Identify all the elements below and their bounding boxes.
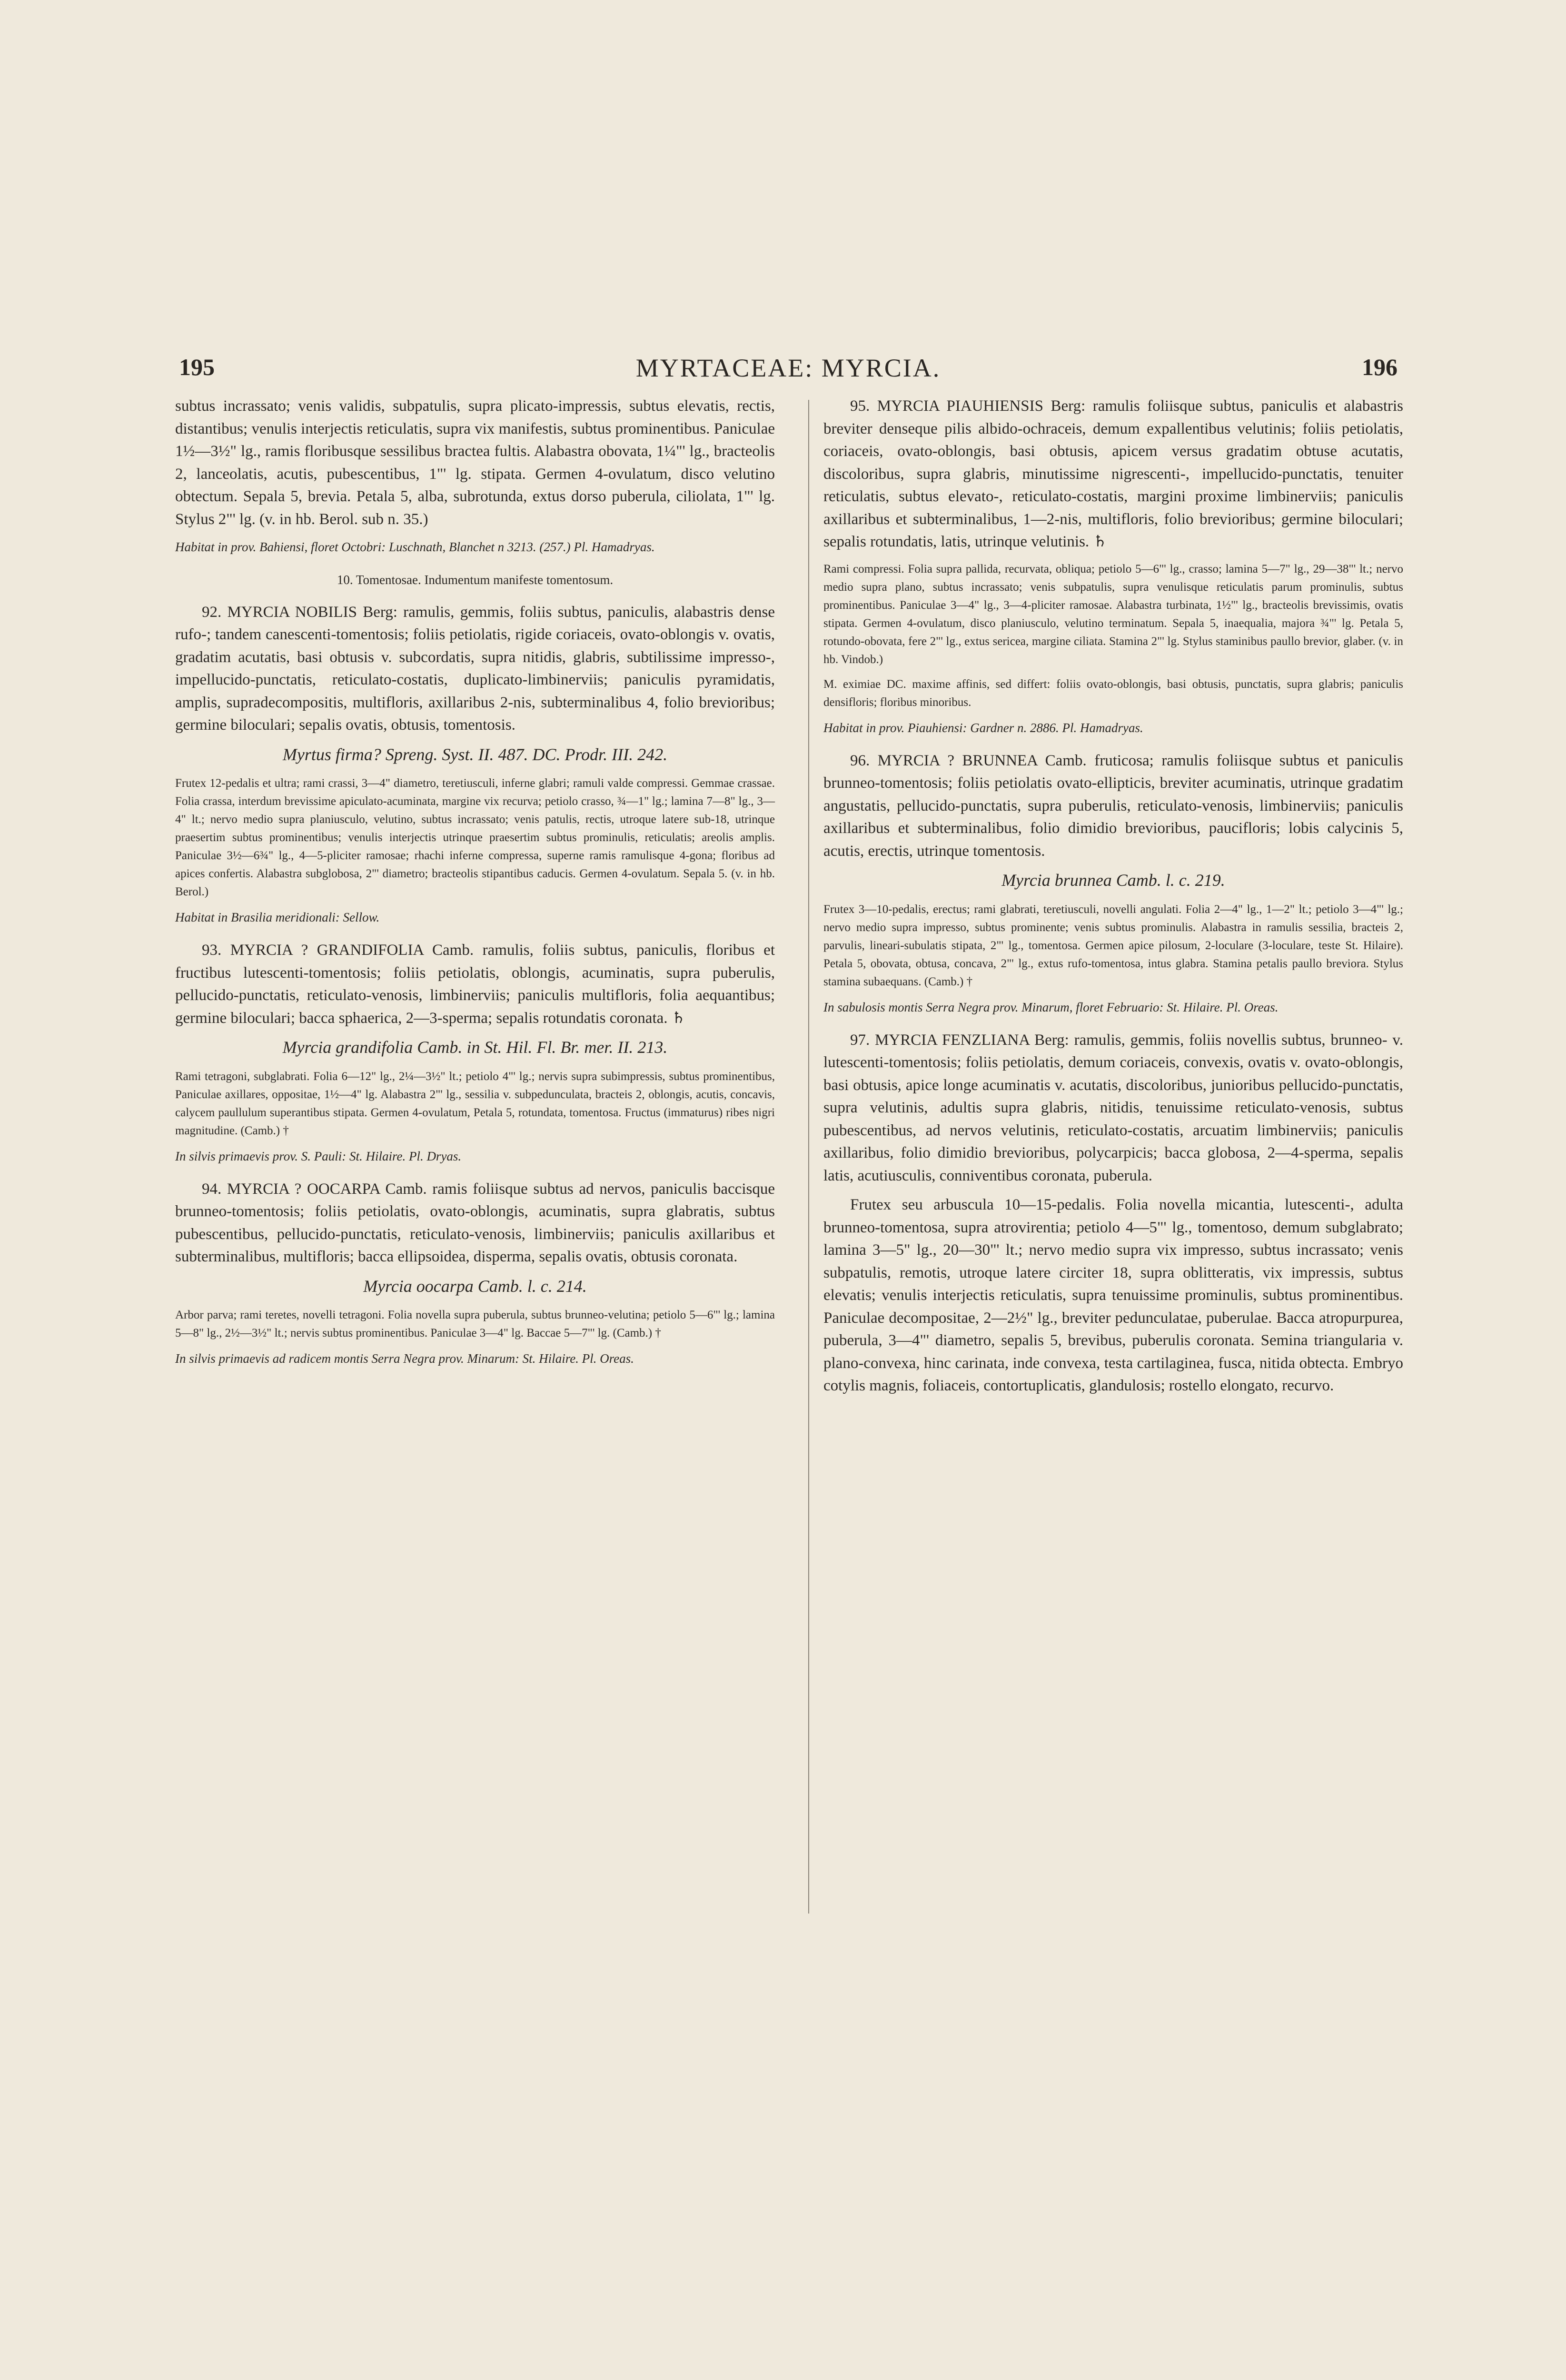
paragraph: 92. MYRCIA NOBILIS Berg: ramulis, gemmis, foliis subtus, paniculis, alabastris dense rufo-; tandem canescenti-tomentosis; foliis petiolatis, rigide coriaceis, ovato-oblongis v. ovatis, gradatim acutatis, basi obtusis v. subcordatis, supra nitidis, glabris, subtilissime impresso-, impellucido-punctatis, reticulato-costatis, duplicato-limbinerviis; paniculis pyramidatis, amplis, supradecompositis, multifloris, axillaribus 2-nis, subterminalibus 4, folio brevioribus; germine biloculari; sepalis ovatis, obtusis, tomentosis. [175,603,775,734]
paragraph: Habitat in prov. Piauhiensi: Gardner n. 2886. Pl. Hamadryas. [823,720,1143,735]
paragraph: Frutex seu arbuscula 10—15-pedalis. Folia novella micantia, lutescenti-, adulta brunneo-tomentosa, supra atrovirentia; petiolo 4—5"' lg., tomentoso, demum subglabrato; lamina 3—5" lg., 20—30"' lt.; nervo medio supra vix impresso, subtus incrassato; venis subpatulis, remotis, utroque latere circiter 18, supra oblitteratis, vix impressis, subtus elevatis; venulis interjectis reticulatis, supra tenuissime prominulis, subtus prominentibus. Paniculae decompositae, 2—2½" lg., breviter pedunculatae, puberulae. Bacca atropurpurea, puberula, 3—4"' diametro, sepalis 5, brevibus, puberulis coronata. Semina triangularia v. plano-convexa, hinc carinata, inde convexa, testa cartilaginea, fusca, nitida obtecta. Embryo cotylis magnis, foliaceis, contortuplicatis, glandulosis; rostello elongato, recurvo. [823,1196,1403,1394]
paragraph: In silvis primaevis ad radicem montis Serra Negra prov. Minarum: St. Hilaire. Pl. Oreas. [175,1351,634,1366]
paragraph: 96. MYRCIA ? BRUNNEA Camb. fruticosa; ramulis foliisque subtus et paniculis brunneo-tomentosis; foliis petiolatis ovato-ellipticis, breviter acuminatis, utrinque gradatim angustatis, pellucido-punctatis, supra puberulis, reticulato-venosis, limbinerviis; paniculis axillaribus et subterminalibus, folio dimidio brevioribus, paucifloris; lobis calycinis 5, acutis, erectis, utrinque tomentosis. [823,752,1403,860]
paragraph: Habitat in prov. Bahiensi, floret Octobri: Luschnath, Blanchet n 3213. (257.) Pl. Hamadryas. [175,540,655,554]
page-number-left: 195 [179,354,215,380]
paragraph: Rami compressi. Folia supra pallida, recurvata, obliqua; petiolo 5—6"' lg., crasso; lamina 5—7" lg., 29—38"' lt.; nervo medio supra plano, subtus incrassato; venis subpatulis, supra venulisque reticulatis parum prominulis, subtus prominentibus. Paniculae 3—4" lg., 3—4-pliciter ramosae. Alabastra turbinata, 1½"' lg., bracteolis brevissimis, ovatis stipata. Germen 4-ovulatum, disco planiusculo, velutino terminatum. Sepala 5, inaequalia, majora ¾"' lg. Petala 5, rotundo-obovata, fere 2"' lg., extus sericea, margine ciliata. Stamina 2"' lg. Stylus staminibus paullo brevior, glaber. (v. in hb. Vindob.) [823,562,1403,666]
paragraph: Myrcia brunnea Camb. l. c. 219. [1001,871,1225,890]
left-column [175,395,775,1380]
paragraph: Frutex 3—10-pedalis, erectus; rami glabrati, teretiusculi, novelli angulati. Folia 2—4" lg., 1—2" lt.; petiolo 3—4"' lg.; nervo medio supra impresso, subtus prominente; venis subtus prominulis. Alabastra in ramulis sessilia, bracteis 2, parvulis, lineari-subulatis stipata, 2"' lg., tomentosa. Germen apice pilosum, 2-loculare (3-loculare, teste St. Hilaire). Petala 5, obovata, obtusa, concava, 2"' lg., extus rufo-tomentosa, intus glabra. Stamina petalis paullo breviora. Stylus stamina subaequans. (Camb.) † [823,902,1403,988]
paragraph: 95. MYRCIA PIAUHIENSIS Berg: ramulis foliisque subtus, paniculis et alabastris breviter denseque pilis albido-ochraceis, demum expallentibus velutinis; foliis petiolatis, coriaceis, ovato-oblongis, basi obtusis, apicem versus gradatim obtuse acutatis, discoloribus, supra glabris, minutissime nigrescenti-, impellucido-punctatis, tenuiter reticulatis, subtus elevato-, reticulato-costatis, margini proxime limbinerviis; paniculis axillaribus et subterminalibus, 1—2-nis, multifloris, folio brevioribus; germine biloculari; sepalis rotundatis, latis, utrinque velutinis. ♄ [823,397,1403,550]
paragraph: 10. Tomentosae. Indumentum manifeste tomentosum. [337,573,614,587]
paragraph: Myrtus firma? Spreng. Syst. II. 487. DC. Prodr. III. 242. [282,744,668,764]
paragraph: Myrcia oocarpa Camb. l. c. 214. [363,1276,587,1296]
paragraph: 97. MYRCIA FENZLIANA Berg: ramulis, gemmis, foliis novellis subtus, brunneo- v. lutescenti-tomentosis; foliis petiolatis, demum coriaceis, convexis, ovatis v. ovato-oblongis, basi obtusis, apice longe acuminatis v. acutatis, discoloribus, junioribus pellucido-punctatis, supra velutinis, adultis supra glabris, nitidis, tenuissime reticulato-venosis, subtus pubescentibus, ad nervos velutinis, reticulato-costatis, arcuatim limbinerviis; paniculis axillaribus, folio dimidio brevioribus, polycarpicis; bacca globosa, 2—4-sperma, sepalis latis, acutiusculis, conniventibus coronata, puberula. [823,1031,1403,1184]
paragraph: Habitat in Brasilia meridionali: Sellow. [175,910,380,924]
paragraph: Myrcia grandifolia Camb. in St. Hil. Fl. Br. mer. II. 213. [282,1038,668,1057]
page-number-right: 196 [1362,354,1398,380]
paragraph: In silvis primaevis prov. S. Pauli: St. Hilaire. Pl. Dryas. [175,1149,462,1163]
paragraph: Frutex 12-pedalis et ultra; rami crassi, 3—4" diametro, teretiusculi, inferne glabri; ramuli valde compressi. Gemmae crassae. Folia crassa, interdum brevissime apiculato-acuminata, margine vix recurva; petiolo crasso, ¾—1" lg.; lamina 7—8" lg., 3—4" lt.; nervo medio supra planiusculo, velutino, subtus incrassato; venis patulis, rectis, utroque latere sub-18, utrinque praesertim subtus prominentibus; venulis interjectis utrinque praesertim subtus prominulis, reticulatis; areolis amplis. Paniculae 3½—6¾" lg., 4—5-pliciter ramosae; rhachi inferne compressa, superne ramis ramulisque 4-gona; floribus ad apices confertis. Alabastra subglobosa, 2"' diametro; bracteolis stipantibus caducis. Germen 4-ovulatum. Sepala 5. (v. in hb. Berol.) [175,777,775,898]
paragraph: 93. MYRCIA ? GRANDIFOLIA Camb. ramulis, foliis subtus, paniculis, floribus et fructibus lutescenti-tomentosis; foliis petiolatis, oblongis, acuminatis, supra puberulis, pellucido-punctatis, reticulato-venosis, limbinerviis; paniculis multifloris, folia aequantibus; germine biloculari; bacca sphaerica, 2—3-sperma; sepalis rotundatis coronata. ♄ [175,942,775,1027]
paragraph: M. eximiae DC. maxime affinis, sed differt: foliis ovato-oblongis, basi obtusis, punctatis, supra glabris; paniculis densifloris; floribus minoribus. [823,677,1403,709]
paragraph: subtus incrassato; venis validis, subpatulis, supra plicato-impressis, subtus elevatis, rectis, distantibus; venulis interjectis reticulatis, supra vix manifestis, subtus prominentibus. Paniculae 1½—3½" lg., ramis floribusque sessilibus bractea fultis. Alabastra obovata, 1¼"' lg., bracteolis 2, lanceolatis, acutis, pubescentibus, 1"' lg. stipata. Germen 4-ovulatum, disco velutino obtectum. Sepala 5, brevia. Petala 5, alba, subrotunda, extus dorso puberula, ciliolata, 1"' lg. Stylus 2"' lg. (v. in hb. Berol. sub n. 35.) [175,397,775,528]
page-header [179,353,1398,391]
paragraph: Rami tetragoni, subglabrati. Folia 6—12" lg., 2¼—3½" lt.; petiolo 4"' lg.; nervis supra subimpressis, subtus prominentibus, Paniculae axillares, oppositae, 1½—4" lg. Alabastra 2"' lg., sessilia v. subpedunculata, bracteis 2, oblongis, acutis, concavis, calycem paullulum superantibus stipata. Germen 4-ovulatum, Petala 5, rotundata, tomentosa. Fructus (immaturus) ribes nigri magnitudine. (Camb.) † [175,1070,775,1137]
paragraph: In sabulosis montis Serra Negra prov. Minarum, floret Februario: St. Hilaire. Pl. Oreas. [823,1000,1279,1014]
running-title: MYRTACEAE: MYRCIA. [635,354,941,382]
paragraph: 94. MYRCIA ? OOCARPA Camb. ramis foliisque subtus ad nervos, paniculis baccisque brunneo-tomentosis; foliis petiolatis, ovato-oblongis, acuminatis, supra glabratis, subtus pubescentibus, pellucido-punctatis, reticulato-venosis, limbinerviis; paniculis axillaribus et subterminalibus, multifloris; bacca ellipsoidea, disperma, sepalis ovatis, obtusis coronata. [175,1180,775,1265]
paragraph: Arbor parva; rami teretes, novelli tetragoni. Folia novella supra puberula, subtus brunneo-velutina; petiolo 5—6"' lg.; lamina 5—8" lg., 2½—3½" lt.; nervis subtus prominentibus. Paniculae 3—4" lg. Baccae 5—7"' lg. (Camb.) † [175,1309,775,1339]
column-divider [808,400,809,1914]
right-column [823,395,1403,1404]
